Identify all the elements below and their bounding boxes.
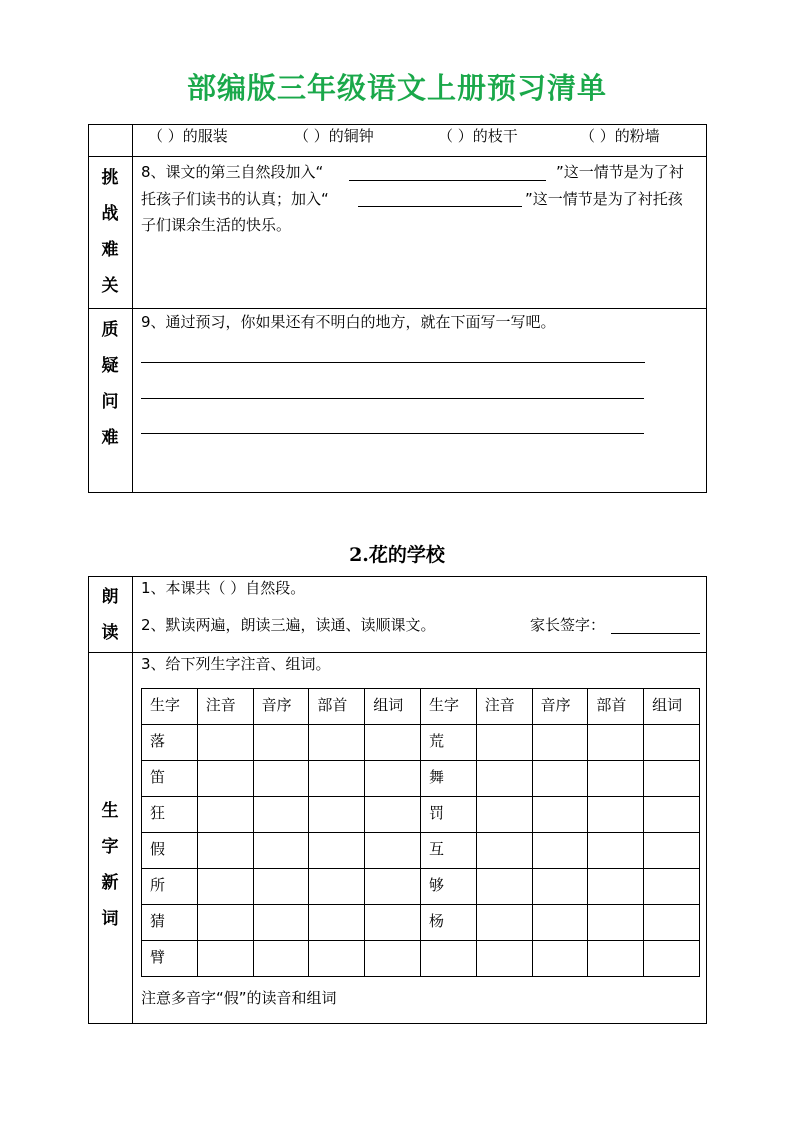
answer-cell[interactable] bbox=[365, 941, 421, 977]
answer-cell[interactable] bbox=[644, 869, 700, 905]
top-row-item: （ ）的枝干 bbox=[438, 127, 518, 145]
signature-field[interactable] bbox=[611, 633, 700, 634]
answer-cell[interactable] bbox=[532, 725, 588, 761]
lesson-title: 2.花的学校 bbox=[349, 544, 445, 566]
answer-cell[interactable] bbox=[476, 725, 532, 761]
character-cell: 笛 bbox=[142, 761, 198, 797]
answer-cell[interactable] bbox=[253, 797, 309, 833]
answer-cell[interactable] bbox=[644, 833, 700, 869]
answer-cell[interactable] bbox=[197, 905, 253, 941]
section-label-vocab: 生 字 新 词 bbox=[101, 801, 119, 929]
answer-cell[interactable] bbox=[253, 941, 309, 977]
column-header: 部首 bbox=[588, 689, 644, 725]
character-cell: 臂 bbox=[142, 941, 198, 977]
table-row bbox=[142, 869, 700, 905]
answer-cell[interactable] bbox=[309, 869, 365, 905]
answer-cell[interactable] bbox=[476, 941, 532, 977]
answer-cell[interactable] bbox=[309, 797, 365, 833]
question-1-text: 1、本课共（ ）自然段。 bbox=[141, 579, 306, 597]
answer-cell[interactable] bbox=[365, 833, 421, 869]
answer-cell[interactable] bbox=[365, 761, 421, 797]
answer-cell[interactable] bbox=[309, 941, 365, 977]
empty-cell[interactable] bbox=[420, 941, 476, 977]
question-8-text: 8、课文的第三自然段加入“ bbox=[141, 163, 324, 181]
answer-cell[interactable] bbox=[365, 797, 421, 833]
answer-cell[interactable] bbox=[588, 905, 644, 941]
question-3-text: 3、给下列生字注音、组词。 bbox=[141, 655, 331, 673]
writing-line[interactable] bbox=[141, 398, 644, 399]
table-header-row bbox=[142, 689, 700, 725]
top-row-item: （ ）的铜钟 bbox=[294, 127, 374, 145]
answer-cell[interactable] bbox=[197, 725, 253, 761]
parent-signature-label: 家长签字： bbox=[530, 616, 606, 634]
answer-cell[interactable] bbox=[253, 833, 309, 869]
answer-cell[interactable] bbox=[644, 797, 700, 833]
table-row bbox=[142, 833, 700, 869]
answer-cell[interactable] bbox=[253, 761, 309, 797]
answer-cell[interactable] bbox=[588, 797, 644, 833]
column-header: 生字 bbox=[142, 689, 198, 725]
column-header: 音序 bbox=[253, 689, 309, 725]
answer-cell[interactable] bbox=[253, 725, 309, 761]
answer-cell[interactable] bbox=[476, 833, 532, 869]
character-table bbox=[141, 688, 700, 977]
table-row bbox=[142, 905, 700, 941]
question-8-text: 托孩子们读书的认真；加入“ bbox=[141, 190, 329, 208]
character-cell: 猜 bbox=[142, 905, 198, 941]
top-row-item: （ ）的服装 bbox=[148, 127, 228, 145]
answer-cell[interactable] bbox=[253, 905, 309, 941]
table-row bbox=[142, 797, 700, 833]
answer-cell[interactable] bbox=[588, 833, 644, 869]
character-cell: 假 bbox=[142, 833, 198, 869]
question-8-text: ”这一情节是为了衬 bbox=[556, 163, 684, 181]
answer-cell[interactable] bbox=[476, 761, 532, 797]
table-row bbox=[142, 725, 700, 761]
section-label-challenge: 挑 战 难 关 bbox=[101, 168, 119, 296]
answer-cell[interactable] bbox=[532, 797, 588, 833]
column-header: 部首 bbox=[309, 689, 365, 725]
answer-cell[interactable] bbox=[309, 761, 365, 797]
answer-cell[interactable] bbox=[532, 941, 588, 977]
column-header: 生字 bbox=[420, 689, 476, 725]
answer-cell[interactable] bbox=[309, 905, 365, 941]
character-cell: 狂 bbox=[142, 797, 198, 833]
answer-cell[interactable] bbox=[588, 941, 644, 977]
answer-cell[interactable] bbox=[644, 905, 700, 941]
answer-cell[interactable] bbox=[197, 797, 253, 833]
character-cell: 荒 bbox=[420, 725, 476, 761]
answer-cell[interactable] bbox=[365, 725, 421, 761]
answer-cell[interactable] bbox=[644, 725, 700, 761]
character-cell: 够 bbox=[420, 869, 476, 905]
answer-cell[interactable] bbox=[588, 761, 644, 797]
answer-blank[interactable] bbox=[358, 206, 522, 207]
answer-cell[interactable] bbox=[588, 869, 644, 905]
answer-cell[interactable] bbox=[197, 869, 253, 905]
answer-cell[interactable] bbox=[309, 725, 365, 761]
answer-cell[interactable] bbox=[197, 761, 253, 797]
character-cell: 落 bbox=[142, 725, 198, 761]
section-label-question: 质 疑 问 难 bbox=[101, 320, 119, 448]
column-header: 音序 bbox=[532, 689, 588, 725]
answer-cell[interactable] bbox=[365, 869, 421, 905]
page-title: 部编版三年级语文上册预习清单 bbox=[186, 71, 607, 105]
answer-cell[interactable] bbox=[532, 869, 588, 905]
answer-cell[interactable] bbox=[532, 833, 588, 869]
character-cell: 所 bbox=[142, 869, 198, 905]
question-8-text: ”这一情节是为了衬托孩 bbox=[525, 190, 683, 208]
column-header: 注音 bbox=[476, 689, 532, 725]
answer-cell[interactable] bbox=[588, 725, 644, 761]
answer-cell[interactable] bbox=[197, 833, 253, 869]
question-8-text: 子们课余生活的快乐。 bbox=[141, 216, 292, 234]
table-row bbox=[142, 761, 700, 797]
writing-line[interactable] bbox=[141, 362, 645, 363]
polyphone-note: 注意多音字“假”的读音和组词 bbox=[141, 989, 337, 1007]
answer-cell[interactable] bbox=[309, 833, 365, 869]
answer-cell[interactable] bbox=[476, 905, 532, 941]
answer-cell[interactable] bbox=[644, 941, 700, 977]
character-cell: 杨 bbox=[420, 905, 476, 941]
answer-cell[interactable] bbox=[476, 797, 532, 833]
top-row-item: （ ）的粉墙 bbox=[580, 127, 660, 145]
character-cell: 互 bbox=[420, 833, 476, 869]
column-header: 注音 bbox=[197, 689, 253, 725]
answer-cell[interactable] bbox=[365, 905, 421, 941]
question-2-text: 2、默读两遍，朗读三遍，读通、读顺课文。 bbox=[141, 616, 436, 634]
answer-blank[interactable] bbox=[349, 180, 546, 181]
column-header: 组词 bbox=[644, 689, 700, 725]
question-9-text: 9、通过预习，你如果还有不明白的地方，就在下面写一写吧。 bbox=[141, 313, 556, 331]
column-header: 组词 bbox=[365, 689, 421, 725]
answer-cell[interactable] bbox=[253, 869, 309, 905]
answer-cell[interactable] bbox=[644, 761, 700, 797]
character-cell: 罚 bbox=[420, 797, 476, 833]
answer-cell[interactable] bbox=[532, 905, 588, 941]
answer-cell[interactable] bbox=[532, 761, 588, 797]
table-row bbox=[142, 941, 700, 977]
answer-cell[interactable] bbox=[476, 869, 532, 905]
section-label-reading: 朗 读 bbox=[101, 587, 119, 643]
answer-cell[interactable] bbox=[197, 941, 253, 977]
character-cell: 舞 bbox=[420, 761, 476, 797]
writing-line[interactable] bbox=[141, 433, 644, 434]
